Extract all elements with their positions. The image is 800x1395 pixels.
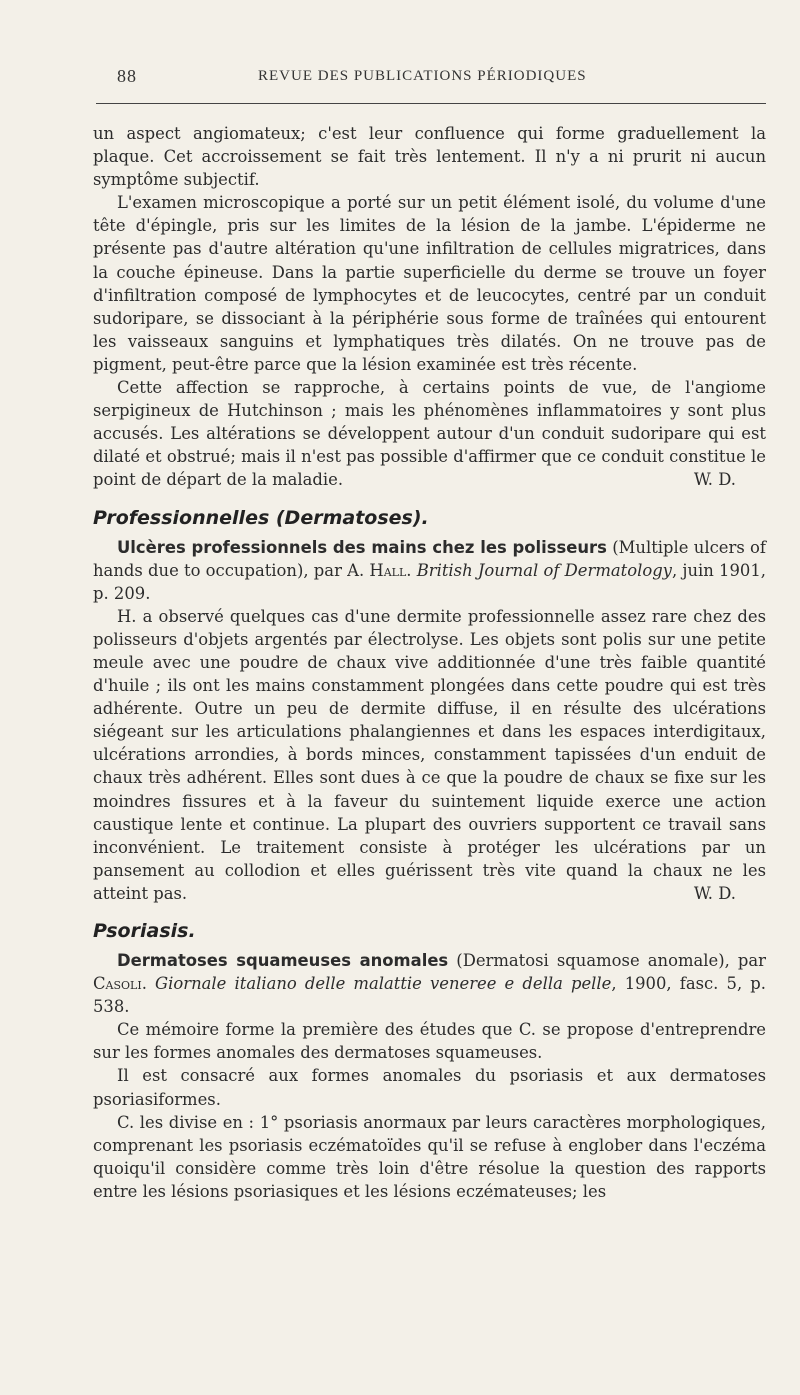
header-rule	[96, 103, 766, 104]
ref-tail: , juin 1901, p. 209.	[93, 560, 766, 603]
page-number: 88	[117, 66, 137, 86]
journal-name: British Journal of Dermatology	[416, 560, 672, 580]
paragraph-hutchinson-text: Cette affection se rapproche, à certains points de vue, de l'angiome serpigineux de Hutchinson ; mais les phénomènes inflammatoires y sont plus accusés. Les altérations se développent autour d'un conduit sudoripare qui est dilaté et obstrué; mais il n'est pas possible d'affirmer que ce conduit constitue le point de départ de la maladie.	[93, 378, 766, 490]
paragraph-memoire: Ce mémoire forme la première des études que C. se propose d'entreprendre sur les formes anomales des dermatoses squameuses.	[93, 1020, 766, 1063]
paragraph-hutchinson	[93, 376, 766, 491]
ref-tail: , 1900, fasc. 5, p. 538.	[93, 974, 766, 1017]
ref-separator: .	[141, 974, 156, 994]
paragraph-divise: C. les divise en : 1° psoriasis anormaux par leurs caractères morphologiques, comprenant les psoriasis eczématoïdes qu'il se refuse à englober dans l'eczéma quoiqu'il considère comme très loin d'être résolue la question des rapports entre les lésions psoriasiques et les lésions eczémateuses; les	[93, 1112, 766, 1201]
page-header	[95, 66, 765, 94]
paragraph-microscopic-exam: L'examen microscopique a porté sur un petit élément isolé, du volume d'une tête d'épingle, pris sur les limites de la lésion de la jambe. L'épiderme ne présente pas d'autre altération qu'une infiltration de cellules migratrices, dans la couche épineuse. Dans la partie superficielle du derme se trouve un foyer d'infiltration composé de lymphocytes et de leucocytes, centré par un conduit sudoripare, se dissociant à la périphérie sous forme de traînées qui entourent les vaisseaux sanguins et lymphatiques très dilatés. On ne trouve pas de pigment, peut-être parce que la lésion examinée est très récente.	[93, 193, 766, 374]
article-title: Ulcères professionnels des mains chez les polisseurs	[117, 537, 607, 557]
article-author: Hall	[369, 560, 407, 580]
article-author: Casoli	[93, 974, 142, 994]
article-reference-squameuses	[93, 949, 766, 1018]
article-ref-text: (Multiple ulcers of hands due to occupation), par A.	[93, 537, 766, 580]
ref-separator: .	[406, 560, 417, 580]
page-body	[93, 122, 766, 1203]
article-ref-text: (Dermatosi squamose anomale), par	[448, 951, 766, 970]
paragraph-continued: un aspect angiomateux; c'est leur confluence qui forme graduellement la plaque. Cet accroissement se fait très lentement. Il n'y a ni prurit ni aucun symptôme subjectif.	[93, 124, 766, 190]
article-title: Dermatoses squameuses anomales	[117, 951, 449, 970]
paragraph-consacre: Il est consacré aux formes anomales du psoriasis et aux dermatoses psoriasiformes.	[93, 1066, 766, 1109]
author-signature: W. D.	[693, 883, 736, 903]
paragraph-polisseurs-text: H. a observé quelques cas d'une dermite professionnelle assez rare chez des polisseurs d'objets argentés par électrolyse. Les objets sont polis sur une petite meule avec une poudre de chaux vive additionnée d'une très faible quantité d'huile ; ils ont les mains constamment plongées dans cette poudre qui est très adhérente. Outre un peu de dermite diffuse, il en résulte des ulcérations siégeant sur les articulations phalangiennes et dans les espaces interdigitaux, ulcérations arrondies, à bords minces, constamment tapissées d'un enduit de chaux très adhérent. Elles sont dues à ce que la poudre de chaux se fixe sur les moindres fissures et à la faveur du suintement liquide exerce une action caustique lente et continue. La plupart des ouvriers supportent ce travail sans inconvénient. Le traitement consiste à protéger les ulcérations par un pansement au collodion et elles guérissent très vite quand la chaux ne les atteint pas.	[93, 606, 766, 903]
running-title: REVUE DES PUBLICATIONS PÉRIODIQUES	[258, 68, 587, 84]
author-signature: W. D.	[693, 470, 736, 490]
article-reference-polisseurs	[93, 536, 766, 605]
section-heading-professionnelles: Professionnelles (Dermatoses).	[93, 506, 429, 529]
paragraph-polisseurs	[93, 605, 766, 905]
section-heading-psoriasis: Psoriasis.	[93, 920, 196, 942]
journal-name: Giornale italiano delle malattie veneree e della pelle	[155, 974, 612, 994]
